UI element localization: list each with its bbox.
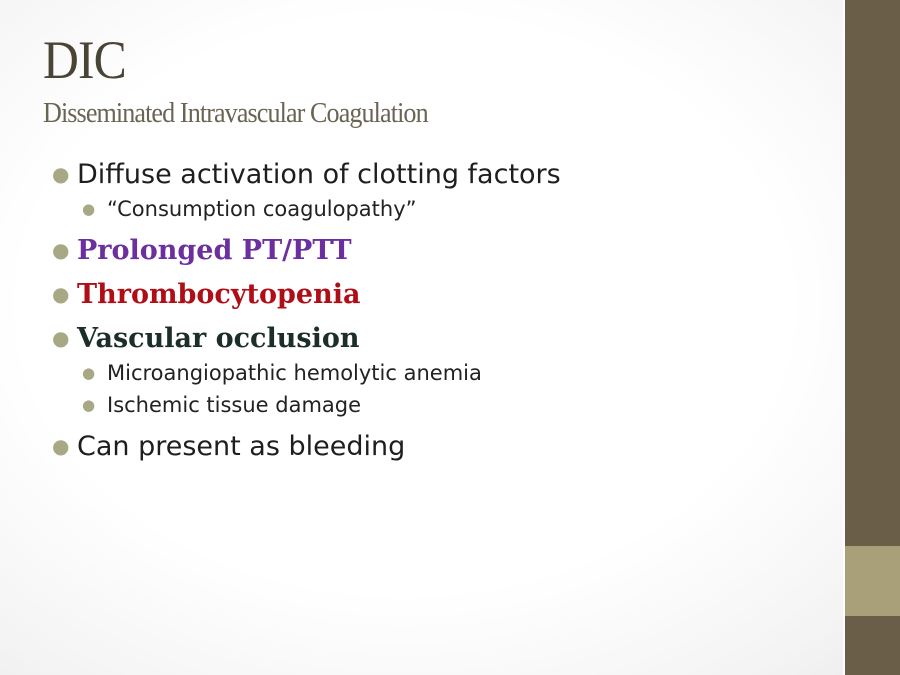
bullet-text: Vascular occlusion — [77, 323, 360, 354]
sub-bullet-consumption-coagulopathy — [52, 196, 812, 222]
bullet-text: Diffuse activation of clotting factors — [77, 159, 561, 190]
bullet-item-can-present-as-bleeding — [52, 430, 812, 463]
bullet-item-thrombocytopenia — [52, 278, 812, 311]
bullet-text: Thrombocytopenia — [77, 279, 361, 310]
bullet-dot-icon: ● — [52, 238, 70, 262]
slide-subtitle: Disseminated Intravascular Coagulation — [43, 97, 428, 129]
bullet-text: Microangiopathic hemolytic anemia — [107, 361, 482, 385]
bullet-list — [52, 158, 812, 474]
bullet-text: Ischemic tissue damage — [107, 393, 362, 417]
bullet-dot-icon: ● — [82, 364, 96, 382]
slide-title: DIC — [43, 30, 126, 90]
bullet-dot-icon: ● — [52, 434, 70, 458]
bullet-dot-icon: ● — [52, 162, 70, 186]
sub-bullet-microangiopathic-anemia — [52, 360, 812, 386]
bullet-text: “Consumption coagulopathy” — [107, 197, 417, 221]
sub-bullet-ischemic-tissue-damage — [52, 392, 812, 418]
bullet-dot-icon: ● — [82, 396, 96, 414]
bullet-text: Prolonged PT/PTT — [77, 235, 352, 266]
bullet-text: Can present as bleeding — [77, 431, 406, 462]
bullet-item-prolonged-pt-ptt — [52, 234, 812, 267]
bullet-dot-icon: ● — [82, 200, 96, 218]
bullet-dot-icon: ● — [52, 282, 70, 306]
sidebar-accent-block — [845, 546, 900, 616]
bullet-item-diffuse-activation — [52, 158, 812, 191]
bullet-dot-icon: ● — [52, 326, 70, 350]
bullet-item-vascular-occlusion — [52, 322, 812, 355]
